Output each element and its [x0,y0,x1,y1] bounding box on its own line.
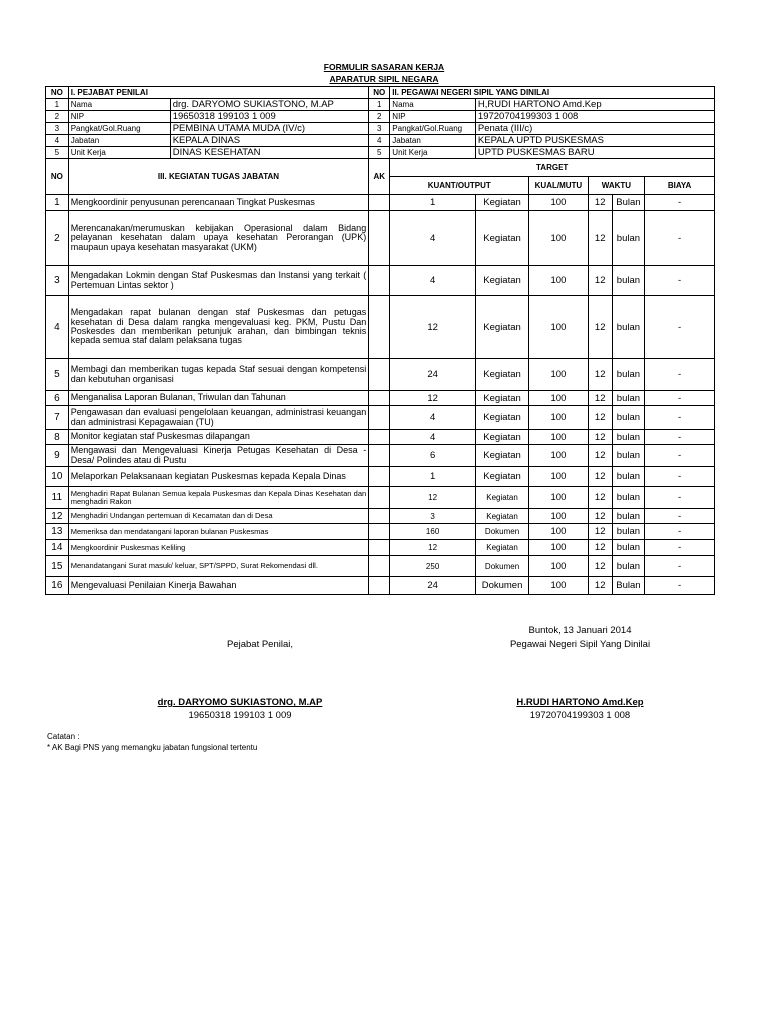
task-duration: 12 [588,524,612,540]
task-ak [369,430,390,445]
place-date: Buntok, 13 Januari 2014 [528,625,632,636]
identity-label: Nama [68,99,170,111]
task-text: Menandatangani Surat masuk/ keluar, SPT/SPPD, Surat Rekomendasi dll. [68,556,368,577]
task-quality: 100 [529,266,588,296]
left-role: Pejabat Penilai, [226,639,294,650]
task-cost: - [645,430,715,445]
task-duration-unit: bulan [612,556,644,577]
task-no: 3 [46,266,69,296]
task-quality: 100 [529,195,588,211]
identity-label: Unit Kerja [68,147,170,159]
task-quality: 100 [529,524,588,540]
task-text: Menganalisa Laporan Bulanan, Triwulan dan Tahunan [68,391,368,406]
task-quality: 100 [529,406,588,430]
task-text: Menghadiri Undangan pertemuan di Kecamatan dan di Desa [68,509,368,524]
task-cost: - [645,577,715,595]
identity-value: drg. DARYOMO SUKIASTONO, M.AP [170,99,369,111]
task-cost: - [645,391,715,406]
right-role: Pegawai Negeri Sipil Yang Dinilai [509,639,651,650]
task-waktu-header: WAKTU [588,177,644,195]
task-duration-unit: Bulan [612,577,644,595]
task-unit: Kegiatan [475,467,528,487]
task-quantity: 4 [390,211,476,266]
identity-rvalue: H,RUDI HARTONO Amd.Kep [475,99,714,111]
notes-label: Catatan : [47,732,80,741]
task-row [46,406,715,430]
task-duration: 12 [588,467,612,487]
right-signer-nip: 19720704199303 1 008 [529,710,631,721]
identity-label: Pangkat/Gol.Ruang [68,123,170,135]
task-quantity: 24 [390,577,476,595]
identity-no: 4 [46,135,69,147]
identity-value: PEMBINA UTAMA MUDA (IV/c) [170,123,369,135]
task-quantity: 1 [390,195,476,211]
identity-rlabel: Pangkat/Gol.Ruang [390,123,476,135]
task-quantity: 12 [390,540,476,556]
task-no: 2 [46,211,69,266]
task-text: Mengadakan Lokmin dengan Staf Puskesmas dan Instansi yang terkait ( Pertemuan Lintas sektor ) [68,266,368,296]
task-quantity: 1 [390,467,476,487]
task-text: Pengawasan dan evaluasi pengelolaan keuangan, administrasi keuangan dan administrasi Kepagawaian (TU) [68,406,368,430]
identity-rno: 4 [369,135,390,147]
task-row [46,445,715,467]
task-duration-unit: bulan [612,296,644,359]
identity-rvalue: Penata (III/c) [475,123,714,135]
identity-rlabel: Unit Kerja [390,147,476,159]
task-cost: - [645,359,715,391]
task-duration: 12 [588,445,612,467]
task-duration-unit: bulan [612,359,644,391]
task-duration: 12 [588,359,612,391]
task-quality: 100 [529,577,588,595]
task-row [46,266,715,296]
task-quality: 100 [529,487,588,509]
task-text: Mengawasi dan Mengevaluasi Kinerja Petugas Kesehatan di Desa - Desa/ Polindes atau di Pustu [68,445,368,467]
task-text: Mengevaluasi Penilaian Kinerja Bawahan [68,577,368,595]
task-unit: Kegiatan [475,266,528,296]
task-ak [369,540,390,556]
task-row [46,430,715,445]
task-cost: - [645,406,715,430]
identity-label: Jabatan [68,135,170,147]
form-subtitle: APARATUR SIPIL NEGARA [329,74,439,84]
task-no: 10 [46,467,69,487]
task-row [46,540,715,556]
task-duration-unit: bulan [612,524,644,540]
task-row [46,391,715,406]
task-row [46,467,715,487]
task-text: Monitor kegiatan staf Puskesmas dilapangan [68,430,368,445]
task-no: 13 [46,524,69,540]
task-no: 1 [46,195,69,211]
task-text: Membagi dan memberikan tugas kepada Staf sesuai dengan kompetensi dan kebutuhan organisasi [68,359,368,391]
task-no: 7 [46,406,69,430]
task-duration: 12 [588,577,612,595]
left-section-header: I. PEJABAT PENILAI [68,87,368,99]
task-quantity: 3 [390,509,476,524]
task-unit: Kegiatan [475,509,528,524]
task-biaya-header: BIAYA [645,177,715,195]
identity-no: 2 [46,111,69,123]
task-ak [369,577,390,595]
task-text: Mengadakan rapat bulanan dengan staf Puskesmas dan petugas kesehatan di Desa dalam rangka mengevaluasi keg. PKM, Pustu Dan Poskesdes dan memberikan petunjuk arahan, dan bimbingan teknis kepada semua staf dalam pelaksana tugas [68,296,368,359]
left-signer-name: drg. DARYOMO SUKIASTONO, M.AP [157,697,323,708]
left-no-header: NO [46,87,69,99]
task-quality: 100 [529,556,588,577]
task-duration-unit: bulan [612,211,644,266]
task-cost: - [645,195,715,211]
task-no: 9 [46,445,69,467]
right-no-header: NO [369,87,390,99]
task-ak [369,195,390,211]
task-duration-unit: bulan [612,406,644,430]
identity-no: 3 [46,123,69,135]
task-no: 8 [46,430,69,445]
task-ak [369,467,390,487]
task-ak [369,509,390,524]
identity-value: 19650318 199103 1 009 [170,111,369,123]
task-row [46,556,715,577]
identity-rno: 5 [369,147,390,159]
identity-row [46,99,715,111]
task-quantity: 250 [390,556,476,577]
task-no: 5 [46,359,69,391]
left-signer-nip: 19650318 199103 1 009 [188,710,292,721]
task-ak [369,406,390,430]
task-duration-unit: bulan [612,467,644,487]
task-text: Merencanakan/merumuskan kebijakan Operasional dalam Bidang pelayanan kesehatan dalam upaya kesehatan Perorangan (UPK) maupaun upaya kesehatan masyarakat (UKM) [68,211,368,266]
task-duration-unit: bulan [612,266,644,296]
notes-line: * AK Bagi PNS yang memangku jabatan fungsional tertentu [47,743,258,752]
task-quantity: 6 [390,445,476,467]
task-text: Melaporkan Pelaksanaan kegiatan Puskesmas kepada Kepala Dinas [68,467,368,487]
identity-rvalue: KEPALA UPTD PUSKESMAS [475,135,714,147]
task-no: 16 [46,577,69,595]
task-row [46,487,715,509]
task-cost: - [645,211,715,266]
task-no: 6 [46,391,69,406]
identity-rlabel: Nama [390,99,476,111]
task-quantity: 160 [390,524,476,540]
identity-value: DINAS KESEHATAN [170,147,369,159]
task-unit: Kegiatan [475,391,528,406]
task-unit: Dokumen [475,556,528,577]
task-quality: 100 [529,296,588,359]
task-duration-unit: bulan [612,540,644,556]
task-quantity: 4 [390,406,476,430]
task-ak-header: AK [369,159,390,195]
identity-row [46,123,715,135]
task-ak [369,487,390,509]
task-ak [369,524,390,540]
task-unit: Kegiatan [475,359,528,391]
task-no: 4 [46,296,69,359]
task-no-header: NO [46,159,69,195]
task-cost: - [645,509,715,524]
task-ak [369,445,390,467]
task-kual-header: KUAL/MUTU [529,177,588,195]
task-row [46,296,715,359]
task-target-header: TARGET [390,159,715,177]
task-ak [369,556,390,577]
task-unit: Kegiatan [475,540,528,556]
task-duration: 12 [588,556,612,577]
form-title: FORMULIR SASARAN KERJA [323,62,445,72]
identity-rno: 1 [369,99,390,111]
task-text: Memeriksa dan mendatangani laporan bulanan Puskesmas [68,524,368,540]
task-row [46,577,715,595]
task-ak [369,391,390,406]
task-quality: 100 [529,509,588,524]
task-duration: 12 [588,195,612,211]
task-text: Menghadiri Rapat Bulanan Semua kepala Puskesmas dan Kepala Dinas Kesehatan dan menghadiri Rakon [68,487,368,509]
task-cost: - [645,296,715,359]
right-signer-name: H.RUDI HARTONO Amd.Kep [516,697,644,708]
task-ak [369,359,390,391]
task-row [46,211,715,266]
identity-no: 5 [46,147,69,159]
task-quantity: 12 [390,391,476,406]
identity-row [46,135,715,147]
task-quantity: 4 [390,266,476,296]
task-no: 14 [46,540,69,556]
task-quality: 100 [529,540,588,556]
task-duration: 12 [588,211,612,266]
task-duration: 12 [588,391,612,406]
identity-rlabel: Jabatan [390,135,476,147]
task-cost: - [645,524,715,540]
identity-label: NIP [68,111,170,123]
task-duration-unit: bulan [612,430,644,445]
identity-row [46,147,715,159]
task-row [46,509,715,524]
task-ak [369,266,390,296]
task-kuant-header: KUANT/OUTPUT [390,177,529,195]
right-section-header: II. PEGAWAI NEGERI SIPIL YANG DINILAI [390,87,715,99]
task-duration: 12 [588,296,612,359]
task-duration-unit: bulan [612,487,644,509]
task-duration-unit: bulan [612,445,644,467]
task-cost: - [645,266,715,296]
identity-no: 1 [46,99,69,111]
task-cost: - [645,467,715,487]
task-quantity: 24 [390,359,476,391]
task-duration-unit: bulan [612,509,644,524]
task-quantity: 12 [390,487,476,509]
task-duration-unit: bulan [612,391,644,406]
task-text: Mengkoordinir penyusunan perencanaan Tingkat Puskesmas [68,195,368,211]
task-cost: - [645,487,715,509]
task-unit: Kegiatan [475,211,528,266]
task-quality: 100 [529,467,588,487]
task-row [46,195,715,211]
task-unit: Kegiatan [475,296,528,359]
task-quality: 100 [529,359,588,391]
task-row [46,359,715,391]
identity-rvalue: UPTD PUSKESMAS BARU [475,147,714,159]
task-ak [369,211,390,266]
task-cost: - [645,445,715,467]
identity-rno: 3 [369,123,390,135]
identity-rno: 2 [369,111,390,123]
task-duration: 12 [588,266,612,296]
task-quality: 100 [529,430,588,445]
identity-value: KEPALA DINAS [170,135,369,147]
task-duration: 12 [588,406,612,430]
task-unit: Kegiatan [475,195,528,211]
identity-row [46,111,715,123]
task-duration: 12 [588,509,612,524]
task-unit: Kegiatan [475,430,528,445]
task-text: Mengkoordinir Puskesmas Keliling [68,540,368,556]
task-quantity: 4 [390,430,476,445]
task-unit: Kegiatan [475,487,528,509]
task-no: 12 [46,509,69,524]
task-unit: Kegiatan [475,445,528,467]
task-kegiatan-header: III. KEGIATAN TUGAS JABATAN [68,159,368,195]
task-duration: 12 [588,430,612,445]
task-no: 15 [46,556,69,577]
task-no: 11 [46,487,69,509]
task-duration-unit: Bulan [612,195,644,211]
identity-rvalue: 19720704199303 1 008 [475,111,714,123]
form-table [45,86,715,595]
identity-rlabel: NIP [390,111,476,123]
task-unit: Dokumen [475,577,528,595]
task-quality: 100 [529,211,588,266]
task-cost: - [645,556,715,577]
task-row [46,524,715,540]
task-cost: - [645,540,715,556]
task-quantity: 12 [390,296,476,359]
task-quality: 100 [529,391,588,406]
task-unit: Kegiatan [475,406,528,430]
task-duration: 12 [588,540,612,556]
task-duration: 12 [588,487,612,509]
task-unit: Dokumen [475,524,528,540]
task-ak [369,296,390,359]
task-quality: 100 [529,445,588,467]
